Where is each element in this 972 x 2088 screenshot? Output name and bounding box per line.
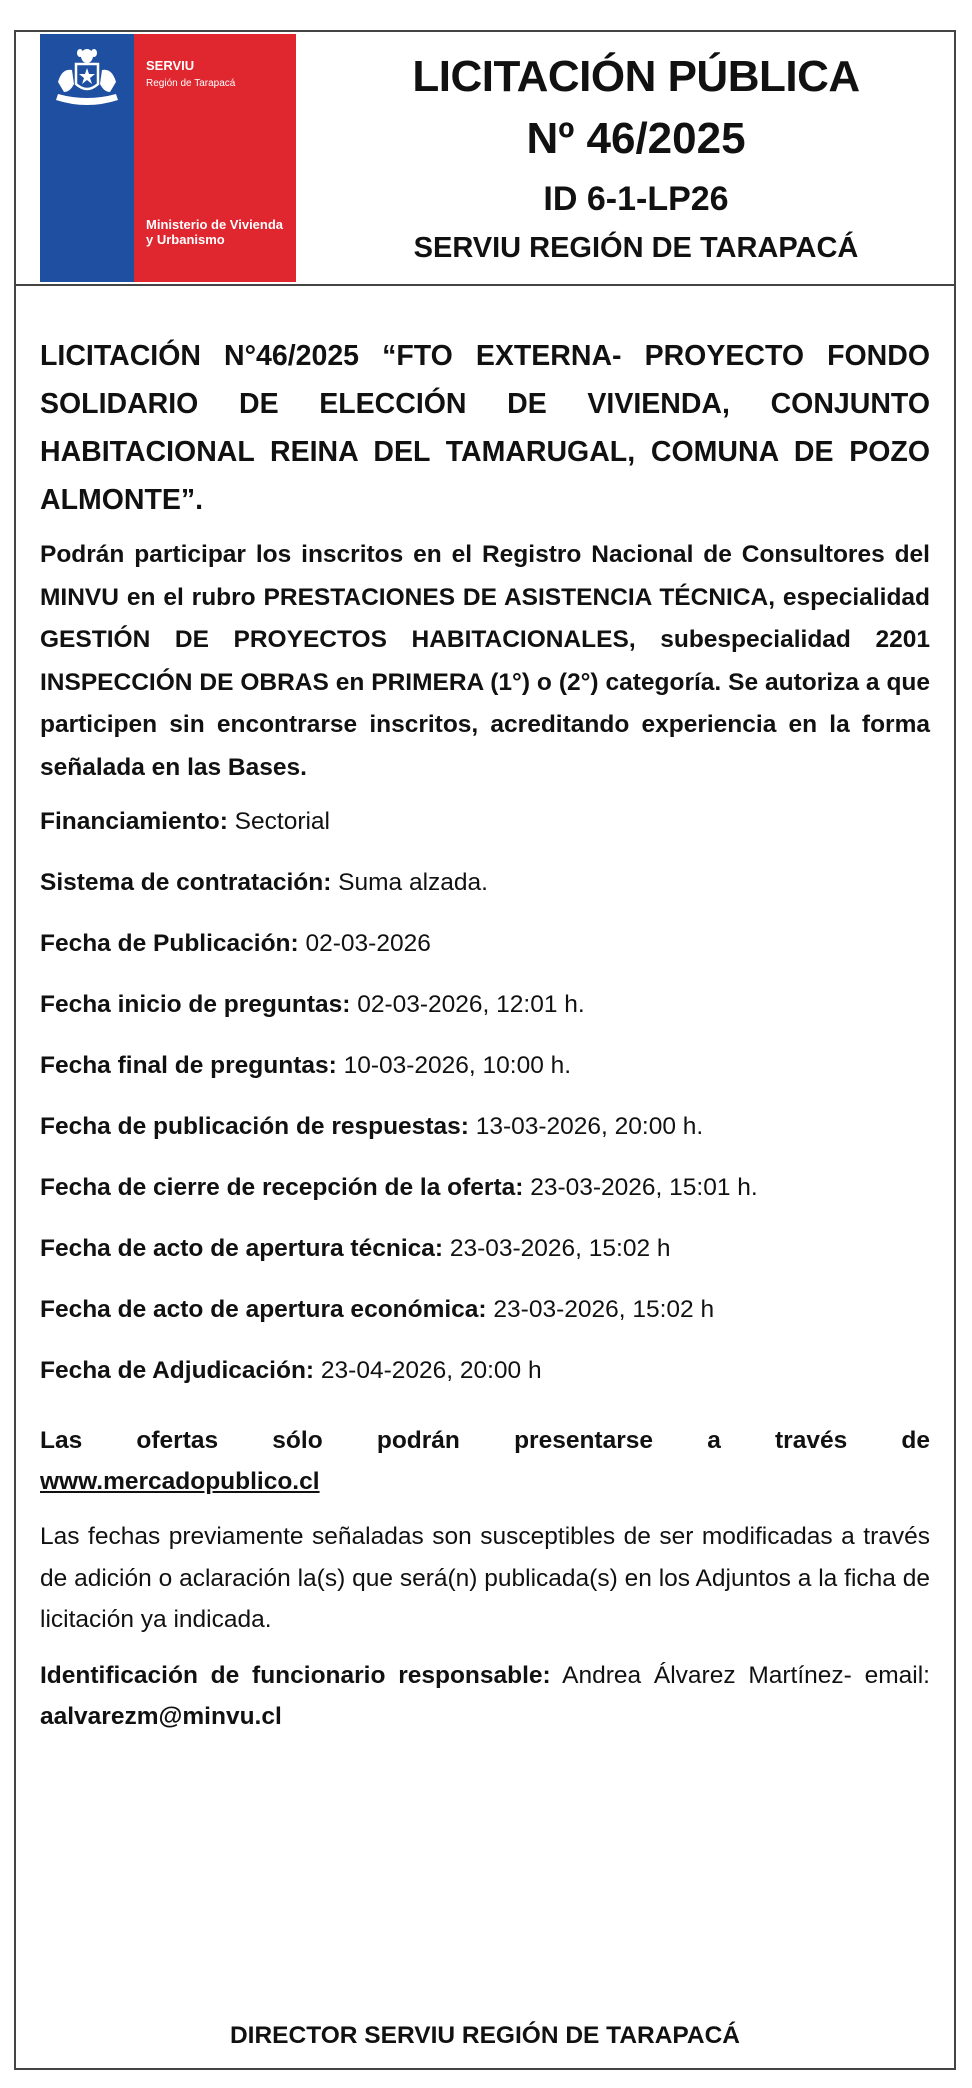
dates-disclaimer: Las fechas previamente señaladas son susceptibles de ser modificadas a través de adición o aclaración la(s) que será(n) publicada(s) en los Adjuntos a la ficha de licitación ya indicada.	[40, 1523, 930, 1633]
field-value: Suma alzada.	[338, 869, 488, 896]
field-row	[40, 1050, 930, 1111]
field-row	[40, 806, 930, 867]
mercadopublico-link[interactable]: www.mercadopublico.cl	[40, 1468, 320, 1495]
logo-blue-panel	[40, 34, 134, 282]
field-label: Fecha de Publicación:	[40, 930, 299, 957]
field-label: Fecha inicio de preguntas:	[40, 991, 351, 1018]
ofertas-word: ofertas	[136, 1427, 219, 1454]
participation-text: Podrán participar los inscritos en el Registro Nacional de Consultores del MINVU en el rubro PRESTACIONES DE ASISTENCIA TÉCNICA, especialidad GESTIÓN DE PROYECTOS HABITACIONALES, subespecialidad 2201 INSPECCIÓN DE OBRAS en PRIMERA (1°) o (2°) categoría. Se autoriza a que participen sin encontrarse inscritos, acreditando experiencia en la forma señalada en las Bases.	[40, 541, 930, 781]
ofertas-notice	[40, 1420, 930, 1502]
page-title: LICITACIÓN PÚBLICA	[412, 52, 860, 101]
coat-of-arms-icon	[50, 46, 124, 112]
official-email: aalvarezm@minvu.cl	[40, 1703, 282, 1730]
header	[16, 32, 954, 286]
responsible-official	[40, 1655, 930, 1738]
field-value: 23-03-2026, 15:02 h	[493, 1296, 715, 1323]
field-value: 02-03-2026	[305, 930, 431, 957]
field-list	[40, 806, 930, 1416]
field-row	[40, 1172, 930, 1233]
ofertas-word: podrán	[376, 1427, 460, 1454]
field-row	[40, 1111, 930, 1172]
field-value: Sectorial	[234, 808, 330, 835]
field-label: Fecha de cierre de recepción de la oferta:	[40, 1174, 524, 1201]
serviu-logo	[40, 34, 296, 282]
field-label: Fecha de acto de apertura económica:	[40, 1296, 487, 1323]
official-label: Identificación de funcionario responsable:	[40, 1661, 551, 1689]
field-row	[40, 989, 930, 1050]
field-value: 02-03-2026, 12:01 h.	[357, 991, 585, 1018]
ofertas-word: Las	[40, 1427, 83, 1454]
field-row	[40, 928, 930, 989]
field-label: Fecha de publicación de respuestas:	[40, 1113, 469, 1140]
ofertas-word: través	[775, 1427, 848, 1454]
field-value: 23-03-2026, 15:01 h.	[530, 1174, 758, 1201]
field-row	[40, 1355, 930, 1416]
field-value: 10-03-2026, 10:00 h.	[343, 1052, 572, 1079]
tender-description: LICITACIÓN N°46/2025 “FTO EXTERNA- PROYECTO FONDO SOLIDARIO DE ELECCIÓN DE VIVIENDA, CONJUNTO HABITACIONAL REINA DEL TAMARUGAL, COMUNA DE POZO ALMONTE”.	[40, 340, 930, 516]
official-name: Andrea Álvarez Martínez- email:	[562, 1661, 930, 1689]
ofertas-sentence	[40, 1420, 930, 1461]
document-frame	[14, 30, 956, 2070]
field-value: 13-03-2026, 20:00 h.	[475, 1113, 704, 1140]
field-value: 23-04-2026, 20:00 h	[320, 1357, 542, 1384]
field-row	[40, 867, 930, 928]
field-row	[40, 1233, 930, 1294]
field-label: Financiamiento:	[40, 808, 228, 835]
ofertas-word: a	[707, 1427, 721, 1454]
logo-brand: SERVIU	[146, 58, 195, 73]
ofertas-word: sólo	[272, 1427, 323, 1454]
tender-number: Nº 46/2025	[526, 114, 746, 163]
ofertas-word: de	[901, 1427, 930, 1454]
field-label: Fecha de acto de apertura técnica:	[40, 1235, 444, 1262]
field-row	[40, 1294, 930, 1355]
notice-body	[40, 332, 930, 1738]
signature-line: DIRECTOR SERVIU REGIÓN DE TARAPACÁ	[229, 2022, 740, 2049]
header-subtitle: SERVIU REGIÓN DE TARAPACÁ	[413, 232, 859, 264]
logo-region: Región de Tarapacá	[146, 78, 236, 89]
field-label: Fecha de Adjudicación:	[40, 1357, 315, 1384]
tender-id: ID 6-1-LP26	[543, 180, 729, 218]
logo-ministry: Ministerio de Vivienda y Urbanismo	[146, 217, 284, 247]
field-label: Sistema de contratación:	[40, 869, 332, 896]
ofertas-word: presentarse	[514, 1427, 653, 1454]
field-label: Fecha final de preguntas:	[40, 1052, 337, 1079]
field-value: 23-03-2026, 15:02 h	[449, 1235, 671, 1262]
